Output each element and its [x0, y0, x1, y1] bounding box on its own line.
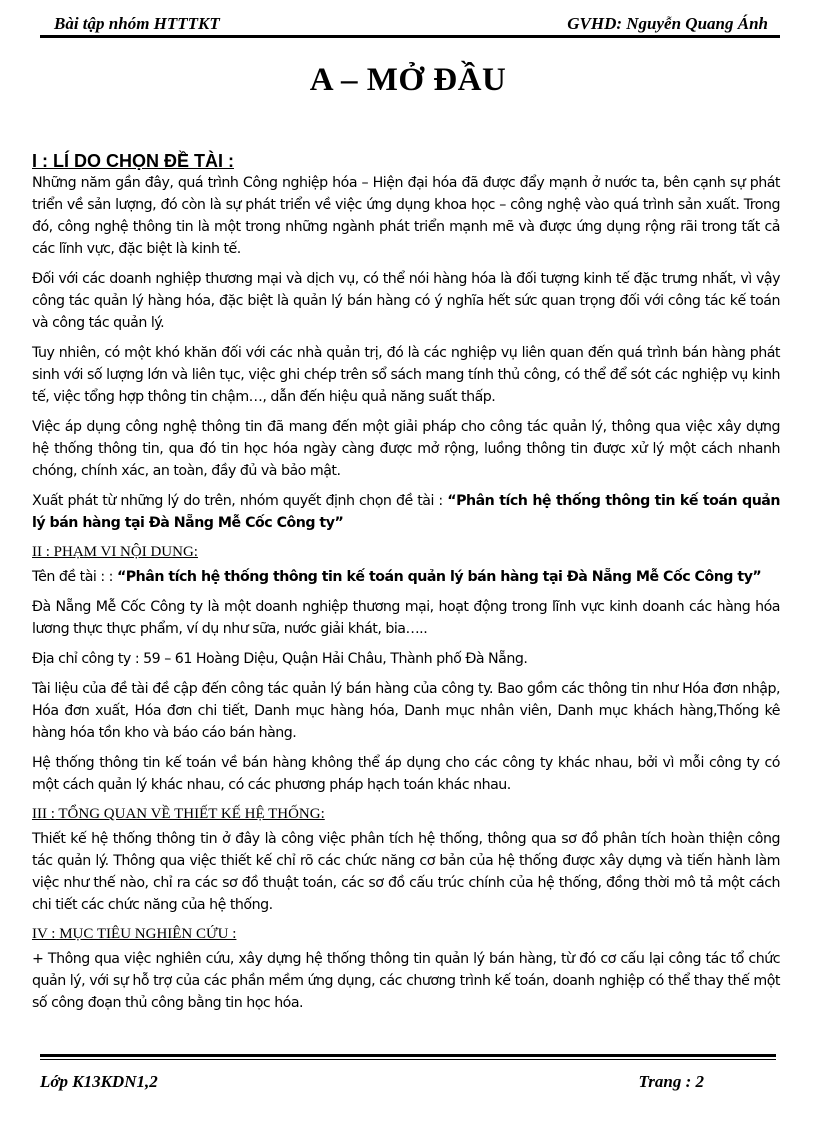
paragraph: + Thông qua việc nghiên cứu, xây dựng hệ thống thông tin quản lý bán hàng, từ đó cơ cấu lại công tác tổ chức quản lý, với sự hỗ trợ của các phần mềm ứng dụng, các chương trình kế toán, doanh nghiệp có thể thay thế một số công đoạn thủ công bằng tin học hóa. [32, 951, 780, 1011]
paragraph [32, 490, 780, 534]
header-course: Bài tập nhóm HTTTKT [54, 14, 220, 33]
footer-class: Lớp K13KDN1,2 [40, 1072, 158, 1091]
topic-title: “Phân tích hệ thống thông tin kế toán quản lý bán hàng tại Đà Nẵng Mễ Cốc Công ty” [32, 493, 780, 531]
page-number: Trang : 2 [638, 1072, 704, 1091]
paragraph: Địa chỉ công ty : 59 – 61 Hoàng Diệu, Quận Hải Châu, Thành phố Đà Nẵng. [32, 651, 528, 667]
paragraph: Đối với các doanh nghiệp thương mại và dịch vụ, có thể nói hàng hóa là đối tượng kinh tế đặc trưng nhất, vì vậy công tác quản lý hàng hóa, đặc biệt là quản lý bán hàng có ý nghĩa hết sức quan trọng đối với công tác kế toán và công tác quản lý. [32, 271, 780, 331]
paragraph: Những năm gần đây, quá trình Công nghiệp hóa – Hiện đại hóa đã được đẩy mạnh ở nước ta, bên cạnh sự phát triển về sản lượng, đó còn là sự phát triển về việc ứng dụng khoa học – công nghệ vào quá trình sản xuất. Trong đó, công nghệ thông tin là một trong những ngành phát triển mạnh mẽ và được ứng dụng rộng rãi trong tất cả các lĩnh vực, đặc biệt là kinh tế. [32, 175, 780, 257]
paragraph: Tuy nhiên, có một khó khăn đối với các nhà quản trị, đó là các nghiệp vụ liên quan đến quá trình bán hàng phát sinh với số lượng lớn và liên tục, việc ghi chép trên sổ sách mang tính thủ công, có thể để sót các nghiệp vụ kinh tế, việc tổng hợp thông tin chậm…, dẫn đến hiệu quả năng suất thấp. [32, 345, 780, 405]
section-heading-scope: II : PHẠM VI NỘI DUNG: [32, 544, 198, 560]
section-heading-objectives: IV : MỤC TIÊU NGHIÊN CỨU : [32, 926, 237, 942]
paragraph-text: Xuất phát từ những lý do trên, nhóm quyết định chọn đề tài : [32, 493, 448, 509]
paragraph: Đà Nẵng Mễ Cốc Công ty là một doanh nghiệp thương mại, hoạt động trong lĩnh vực kinh doanh các hàng hóa lương thực thực phẩm, ví dụ như sữa, nước giải khát, bia….. [32, 599, 780, 637]
paragraph: Hệ thống thông tin kế toán về bán hàng không thể áp dụng cho các công ty khác nhau, bởi vì mỗi công ty có một cách quản lý khác nhau, có các phương pháp hạch toán khác nhau. [32, 755, 780, 793]
paragraph: Thiết kế hệ thống thông tin ở đây là công việc phân tích hệ thống, thông qua sơ đồ phân tích hoàn thiện công tác quản lý. Thông qua việc thiết kế chỉ rõ các chức năng cơ bản của hệ thống được xây dựng và tiến hành làm việc như thế nào, chỉ ra các sơ đồ thuật toán, các sơ đồ cấu trúc chính của hệ thống, đồng thời mô tả một cách chi tiết các chức năng của hệ thống. [32, 831, 780, 913]
footer-rule [40, 1054, 776, 1057]
topic-title: “Phân tích hệ thống thông tin kế toán quản lý bán hàng tại Đà Nẵng Mễ Cốc Công ty” [116, 569, 762, 585]
footer-rule-thin [40, 1059, 776, 1060]
header-rule [40, 35, 780, 38]
header-advisor: GVHD: Nguyễn Quang Ánh [567, 14, 768, 33]
paragraph [32, 566, 780, 588]
section-heading-reason: I : LÍ DO CHỌN ĐỀ TÀI : [32, 151, 234, 171]
section-heading-overview: III : TỔNG QUAN VỀ THIẾT KẾ HỆ THỐNG: [32, 806, 325, 822]
page-header [40, 14, 780, 34]
paragraph-text: Tên đề tài : : [32, 569, 117, 585]
page-title: A – MỞ ĐẦU [309, 62, 507, 98]
document-body [32, 150, 780, 1022]
paragraph: Việc áp dụng công nghệ thông tin đã mang đến một giải pháp cho công tác quản lý, thông qua việc xây dựng hệ thống thông tin, qua đó tin học hóa ngày càng được mở rộng, luồng thông tin được xử lý một cách nhanh chóng, chính xác, an toàn, đầy đủ và bảo mật. [32, 419, 780, 479]
page-footer [40, 1072, 776, 1094]
paragraph: Tài liệu của đề tài đề cập đến công tác quản lý bán hàng của công ty. Bao gồm các thông tin như Hóa đơn nhập, Hóa đơn xuất, Hóa đơn chi tiết, Danh mục hàng hóa, Danh mục nhân viên, Danh mục khách hàng,Thống kê hàng hóa tồn kho và báo cáo bán hàng. [32, 681, 780, 741]
